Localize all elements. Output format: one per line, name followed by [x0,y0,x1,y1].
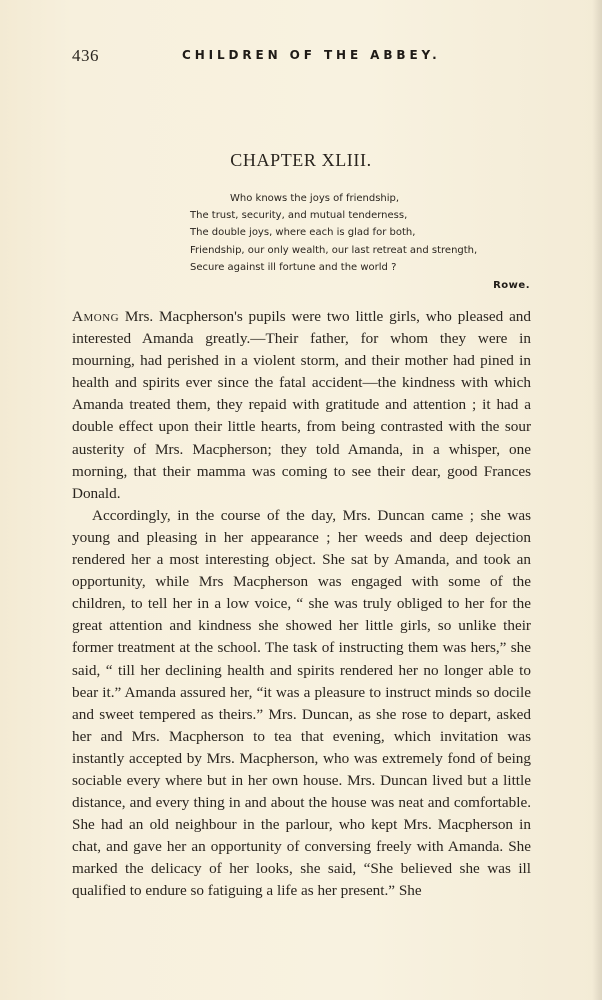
running-title: CHILDREN OF THE ABBEY. [182,48,441,62]
epigraph-line: The trust, security, and mutual tenderness, [190,210,408,222]
epigraph-line: Who knows the joys of friendship, [230,193,400,204]
paragraph: Accordingly, in the course of the day, Mrs. Duncan came ; she was young and pleasing in her appearance ; her weeds and deep dejection rendered her a most interesting object. She sat by Amanda, and took an opportunity, while Mrs Macpherson was engaged with some of the children, to tell her in a low voice, “ she was truly obliged to her for the great attention and kindness she showed her little girls, so unlike their former treatment at the school. The task of instructing them was hers,” she said, “ till her declining health and spirits rendered her no longer able to bear it.” Amanda assured her, “it was a pleasure to instruct minds so docile and sweet tempered as theirs.” Mrs. Duncan, as she rose to depart, asked her and Mrs. Macpherson to tea that evening, which invitation was instantly accepted by Mrs. Macpherson, who was extremely fond of being sociable every where but in her own house. Mrs. Duncan lived but a little distance, and every thing in and about the house was neat and comfortable. She had an old neighbour in the parlour, who kept Mrs. Macpherson in chat, and gave her an opportunity of conversing freely with Amanda. She marked the delicacy of her looks, she said, “She believed she was ill qualified to endure so fatiguing a life as her present.” She [72,506,531,900]
epigraph-author: Rowe. [493,280,530,291]
epigraph-line: The double joys, where each is glad for both, [190,227,416,239]
epigraph [190,190,520,276]
epigraph-line: Secure against ill fortune and the world ? [190,261,397,273]
paragraph [72,306,531,505]
body-text [72,306,531,903]
epigraph-line: Friendship, our only wealth, our last retreat and strength, [190,244,478,256]
opening-word: Among [72,308,120,325]
page-header [72,46,540,70]
page-number: 436 [72,46,99,65]
paragraph-text: Mrs. Macpherson's pupils were two little girls, who pleased and interested Amanda greatly.—Their father, for whom they were in mourning, had perished in a violent storm, and their mother had pined in health and spirits ever since the fatal accident—the kindness with which Amanda treated them, they repaid with gratitude and attention ; it had a double effect upon their little hearts, from being contrasted with the sour austerity of Mrs. Macpherson; they told Amanda, in a whisper, one morning, that their mamma was coming to see their dear, good Frances Donald. [72,308,531,502]
chapter-title: CHAPTER XLIII. [230,150,372,170]
